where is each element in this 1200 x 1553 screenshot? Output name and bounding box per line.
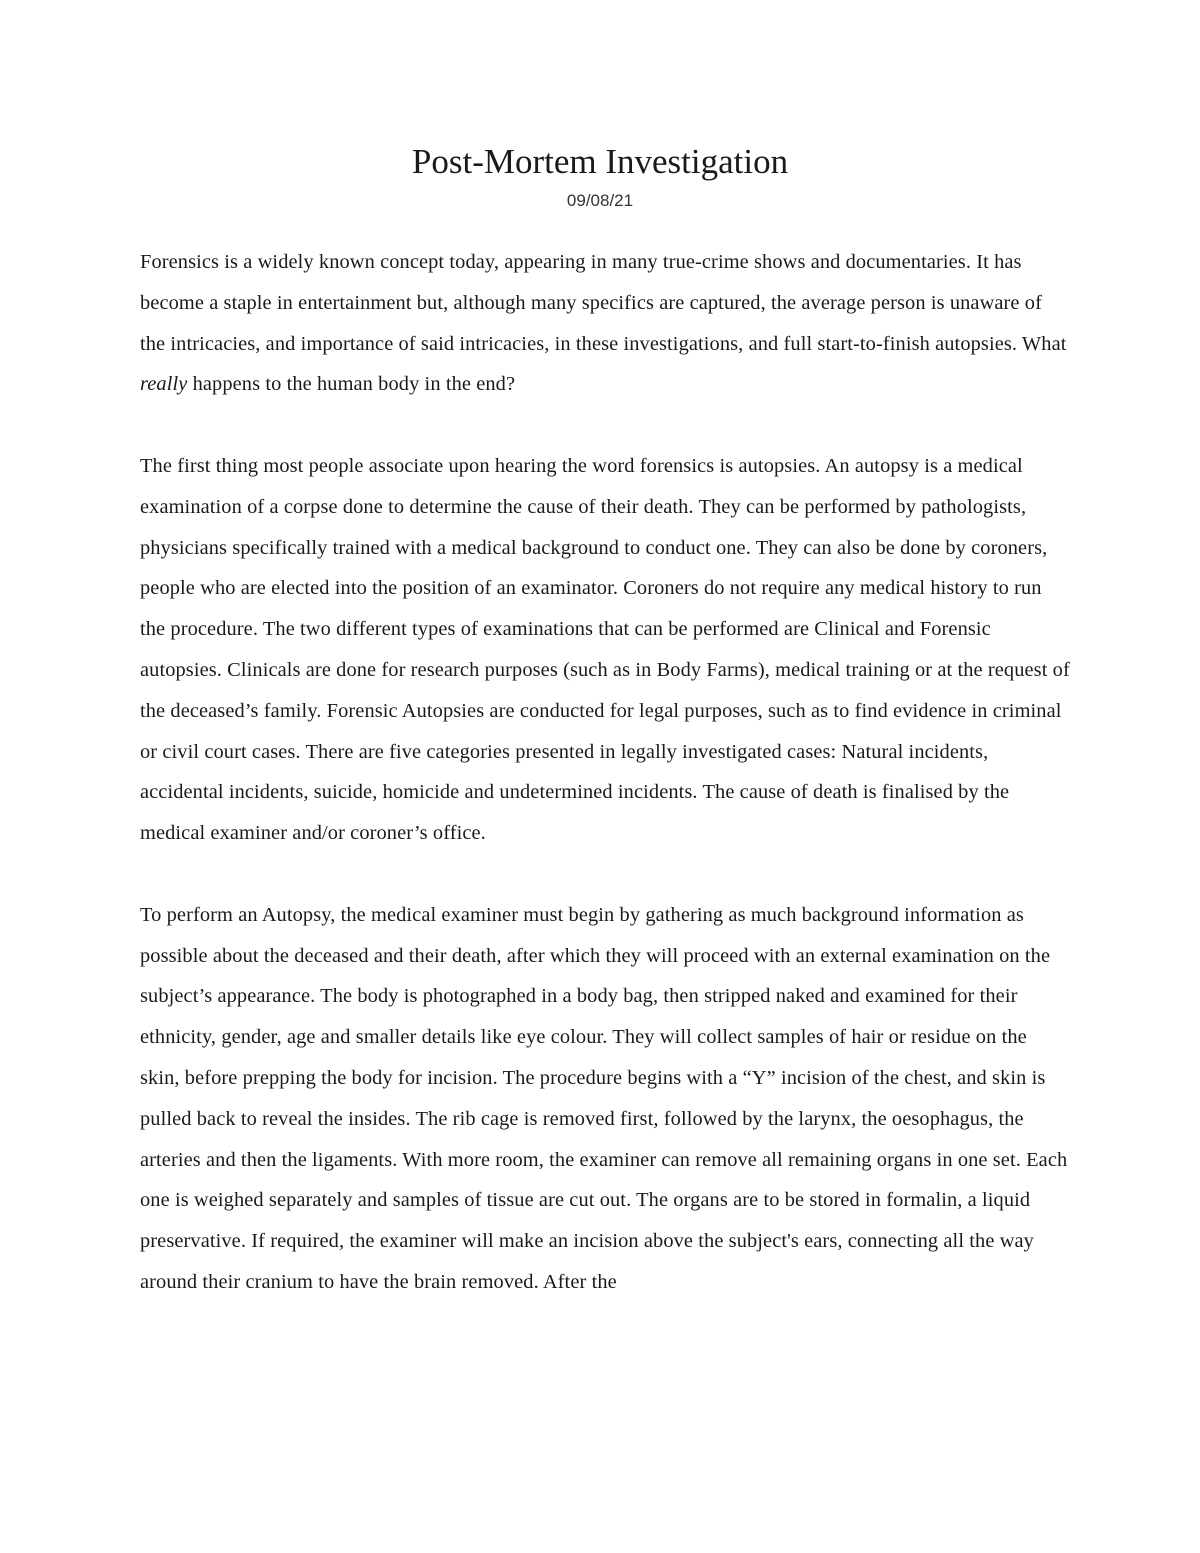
document-body: [140, 242, 1070, 1344]
emphasis-text: really: [140, 373, 188, 396]
paragraph-intro: [140, 242, 1070, 405]
paragraph-intro-text-before: Forensics is a widely known concept today, appearing in many true-crime shows and documentaries. It has become a staple in entertainment but, although many specifics are captured, the average person is unaware of the intricacies, and importance of said intricacies, in these investigations, and full start-to-finish autopsies. What: [140, 251, 1067, 355]
paragraph-intro-text-after: happens to the human body in the end?: [187, 373, 516, 396]
document-date: 09/08/21: [566, 191, 634, 210]
page-title: Post-Mortem Investigation: [411, 142, 789, 181]
paragraph-autopsy-definition: The first thing most people associate upon hearing the word forensics is autopsies. An autopsy is a medical examination of a corpse done to determine the cause of their death. They can be performed by pathologists, physicians specifically trained with a medical background to conduct one. They can also be done by coroners, people who are elected into the position of an examinator. Coroners do not require any medical history to run the procedure. The two different types of examinations that can be performed are Clinical and Forensic autopsies. Clinicals are done for research purposes (such as in Body Farms), medical training or at the request of the deceased’s family. Forensic Autopsies are conducted for legal purposes, such as to find evidence in criminal or civil court cases. There are five categories presented in legally investigated cases: Natural incidents, accidental incidents, suicide, homicide and undetermined incidents. The cause of death is finalised by the medical examiner and/or coroner’s office.: [140, 454, 1070, 845]
paragraph-autopsy-procedure: To perform an Autopsy, the medical examiner must begin by gathering as much background information as possible about the deceased and their death, after which they will proceed with an external examination on the subject’s appearance. The body is photographed in a body bag, then stripped naked and examined for their ethnicity, gender, age and smaller details like eye colour. They will collect samples of hair or residue on the skin, before prepping the body for incision. The procedure begins with a “Y” incision of the chest, and skin is pulled back to reveal the insides. The rib cage is removed first, followed by the larynx, the oesophagus, the arteries and then the ligaments. With more room, the examiner can remove all remaining organs in one set. Each one is weighed separately and samples of tissue are cut out. The organs are to be stored in formalin, a liquid preservative. If required, the examiner will make an incision above the subject's ears, connecting all the way around their cranium to have the brain removed. After the: [140, 903, 1068, 1293]
